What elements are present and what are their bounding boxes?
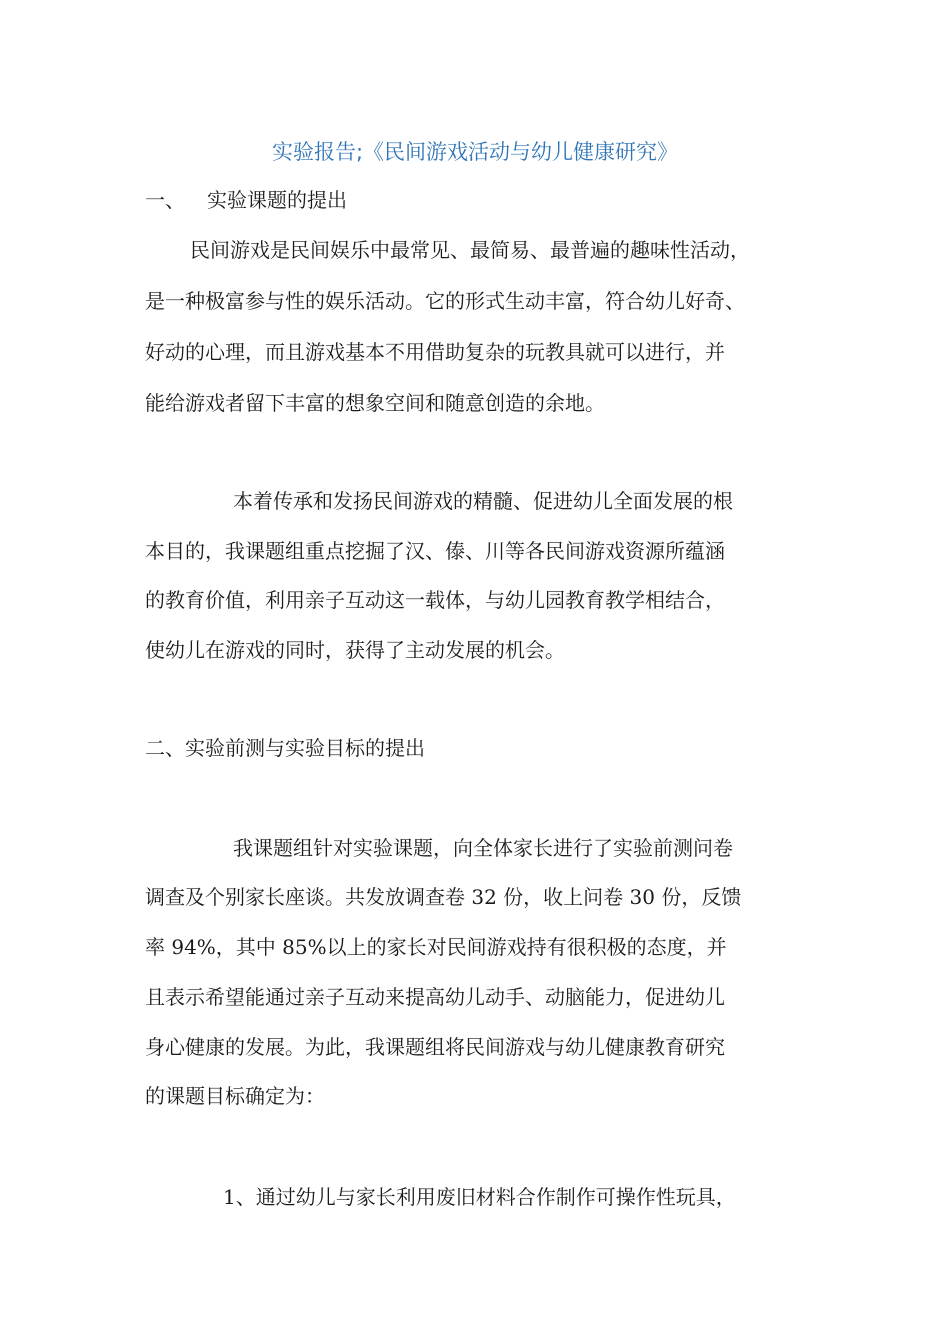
section-1-heading-text: 实验课题的提出 xyxy=(207,188,347,212)
section-1-heading xyxy=(145,186,347,214)
section-1-number: 一、 xyxy=(145,188,185,212)
section-1-para-2-line-2: 本目的，我课题组重点挖掘了汉、傣、川等各民间游戏资源所蕴涵 xyxy=(145,539,725,563)
section-1-para-1-line-3: 好动的心理，而且游戏基本不用借助复杂的玩教具就可以进行，并 xyxy=(145,340,725,364)
section-2-para-1-line-5: 身心健康的发展。为此，我课题组将民间游戏与幼儿健康教育研究 xyxy=(145,1035,725,1059)
section-2-para-1-line-4: 且表示希望能通过亲子互动来提高幼儿动手、动脑能力，促进幼儿 xyxy=(145,985,725,1009)
section-1-para-2-line-4: 使幼儿在游戏的同时，获得了主动发展的机会。 xyxy=(145,638,565,662)
section-2-para-1-line-3: 率 94%，其中 85%以上的家长对民间游戏持有很积极的态度，并 xyxy=(145,935,727,959)
section-2-heading: 二、实验前测与实验目标的提出 xyxy=(145,736,425,760)
section-2-list-item-1: 1、通过幼儿与家长利用废旧材料合作制作可操作性玩具， xyxy=(223,1185,736,1209)
document-title: 实验报告;《民间游戏活动与幼儿健康研究》 xyxy=(271,140,679,164)
section-1-para-1-line-4: 能给游戏者留下丰富的想象空间和随意创造的余地。 xyxy=(145,391,605,415)
section-1-para-1-line-2: 是一种极富参与性的娱乐活动。它的形式生动丰富，符合幼儿好奇、 xyxy=(145,289,745,313)
section-2-para-1-line-1: 我课题组针对实验课题，向全体家长进行了实验前测问卷 xyxy=(233,836,733,860)
section-2-para-1-line-6: 的课题目标确定为： xyxy=(145,1084,325,1108)
section-2-para-1-line-2: 调查及个别家长座谈。共发放调查卷 32 份，收上问卷 30 份，反馈 xyxy=(145,885,742,909)
section-1-para-1-line-1: 民间游戏是民间娱乐中最常见、最简易、最普遍的趣味性活动， xyxy=(190,238,750,262)
section-1-para-2-line-1: 本着传承和发扬民间游戏的精髓、促进幼儿全面发展的根 xyxy=(233,489,733,513)
section-1-para-2-line-3: 的教育价值，利用亲子互动这一载体，与幼儿园教育教学相结合， xyxy=(145,588,725,612)
